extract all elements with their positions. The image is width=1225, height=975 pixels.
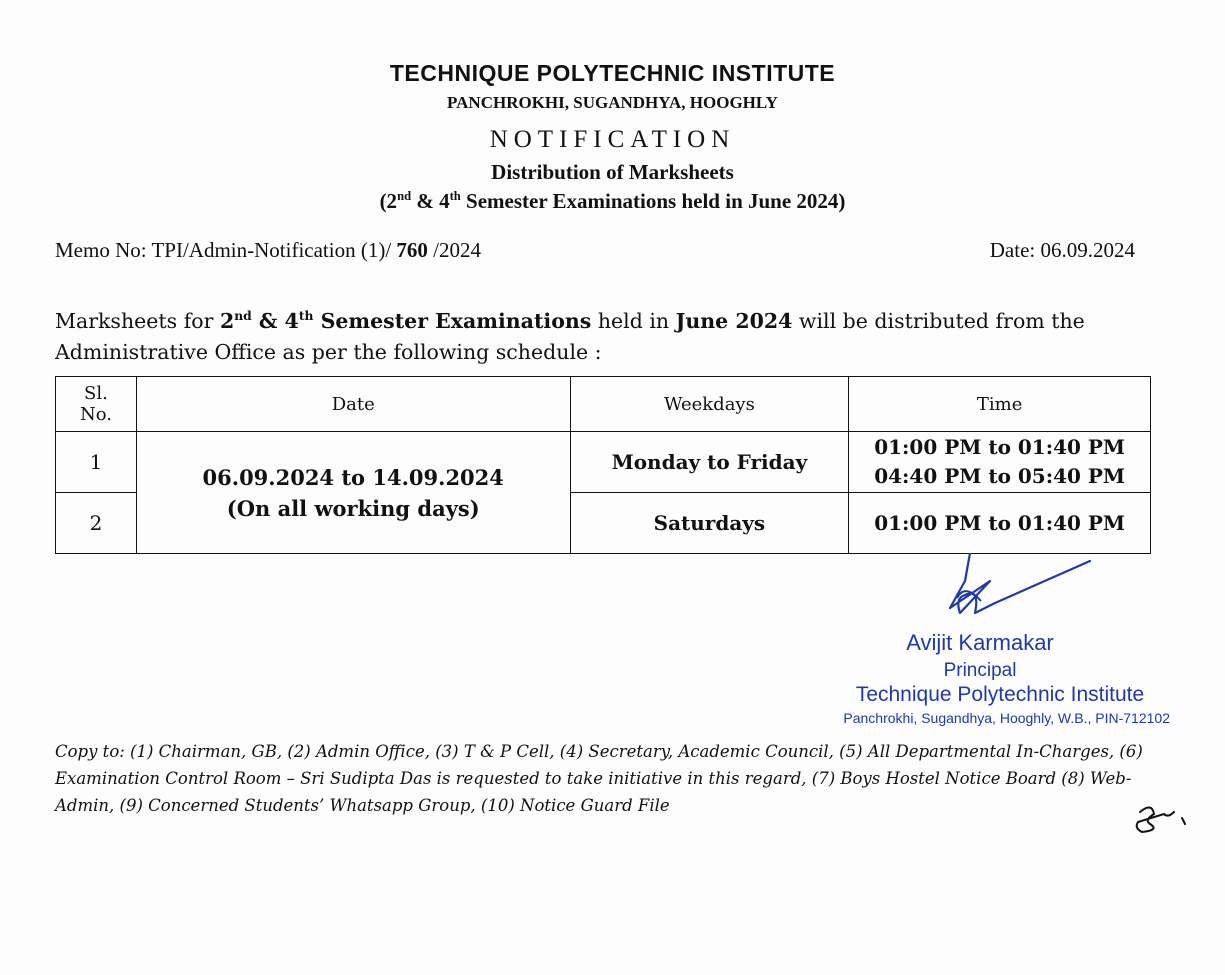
notice-body — [55, 306, 1165, 368]
table-row — [56, 432, 1151, 493]
subtitle-sup: nd — [397, 189, 412, 203]
subtitle-part: & 4 — [411, 189, 450, 213]
time-slot: 01:00 PM to 01:40 PM — [874, 435, 1126, 459]
notice-date: Date: 06.09.2024 — [989, 238, 1135, 262]
notice-subtitle — [0, 189, 1225, 214]
stamp-institute: Technique Polytechnic Institute — [855, 683, 1145, 706]
principal-signature — [935, 553, 1105, 623]
principal-name: Avijit Karmakar — [906, 630, 1054, 655]
memo-suffix: /2024 — [427, 238, 481, 262]
subtitle-sup: th — [449, 189, 461, 203]
memo-number — [55, 238, 481, 263]
body-bold-part: Semester Examinations — [313, 309, 592, 333]
initials-mark — [1130, 800, 1200, 840]
schedule-table — [55, 376, 1151, 554]
header-date: Date — [136, 377, 570, 432]
header-sl-line2: No. — [79, 404, 112, 425]
row-sl: 1 — [56, 432, 137, 493]
time-slot: 04:40 PM to 05:40 PM — [874, 464, 1126, 488]
row-weekdays: Monday to Friday — [570, 432, 849, 493]
row-sl: 2 — [56, 493, 137, 554]
date-range: 06.09.2024 to 14.09.2024 — [202, 464, 504, 490]
header-sl-no — [56, 377, 137, 432]
subtitle-part: (2 — [379, 189, 398, 213]
body-bold: June 2024 — [675, 309, 793, 333]
body-bold — [220, 309, 591, 333]
body-text: Marksheets for — [55, 309, 220, 333]
stamp-address: Panchrokhi, Sugandhya, Hooghly, W.B., PIN-712102 — [843, 710, 1170, 726]
header-time: Time — [849, 377, 1151, 432]
principal-title: Principal — [943, 660, 1017, 681]
row-time — [849, 432, 1151, 493]
date-note: (On all working days) — [226, 495, 480, 521]
body-sup: nd — [234, 308, 252, 324]
institute-name: TECHNIQUE POLYTECHNIC INSTITUTE — [389, 60, 836, 86]
body-sup: th — [298, 308, 314, 324]
memo-id: 760 — [396, 238, 428, 262]
table-header-row — [56, 377, 1151, 432]
body-text: held in — [591, 309, 676, 333]
memo-prefix: Memo No: TPI/Admin-Notification (1)/ — [55, 238, 397, 262]
row-time: 01:00 PM to 01:40 PM — [849, 493, 1151, 554]
row-weekdays: Saturdays — [570, 493, 849, 554]
body-bold-part: & 4 — [251, 309, 299, 333]
notification-heading: NOTIFICATION — [489, 126, 736, 153]
institute-address: PANCHROKHI, SUGANDHYA, HOOGHLY — [447, 93, 778, 112]
body-bold-part: 2 — [219, 309, 235, 333]
copy-to-list: Copy to: (1) Chairman, GB, (2) Admin Office, (3) T & P Cell, (4) Secretary, Academic Council, (5) All Departmental In-Charges, (6) Examination Control Room – Sri Sudipta Das is requested to take initiative in this regard, (7) Boys Hostel Notice Board (8) Web-Admin, (9) Concerned Students’ Whatsapp Group, (10) Notice Guard File — [55, 742, 1143, 815]
notice-subject: Distribution of Marksheets — [491, 160, 734, 184]
subtitle-part: Semester Examinations held in June 2024) — [460, 189, 846, 213]
header-weekdays: Weekdays — [570, 377, 849, 432]
body-text: will be distributed from the Administrative Office as per the following schedule : — [55, 309, 1085, 364]
date-range-cell — [136, 432, 570, 554]
header-sl-line1: Sl. — [84, 383, 108, 404]
